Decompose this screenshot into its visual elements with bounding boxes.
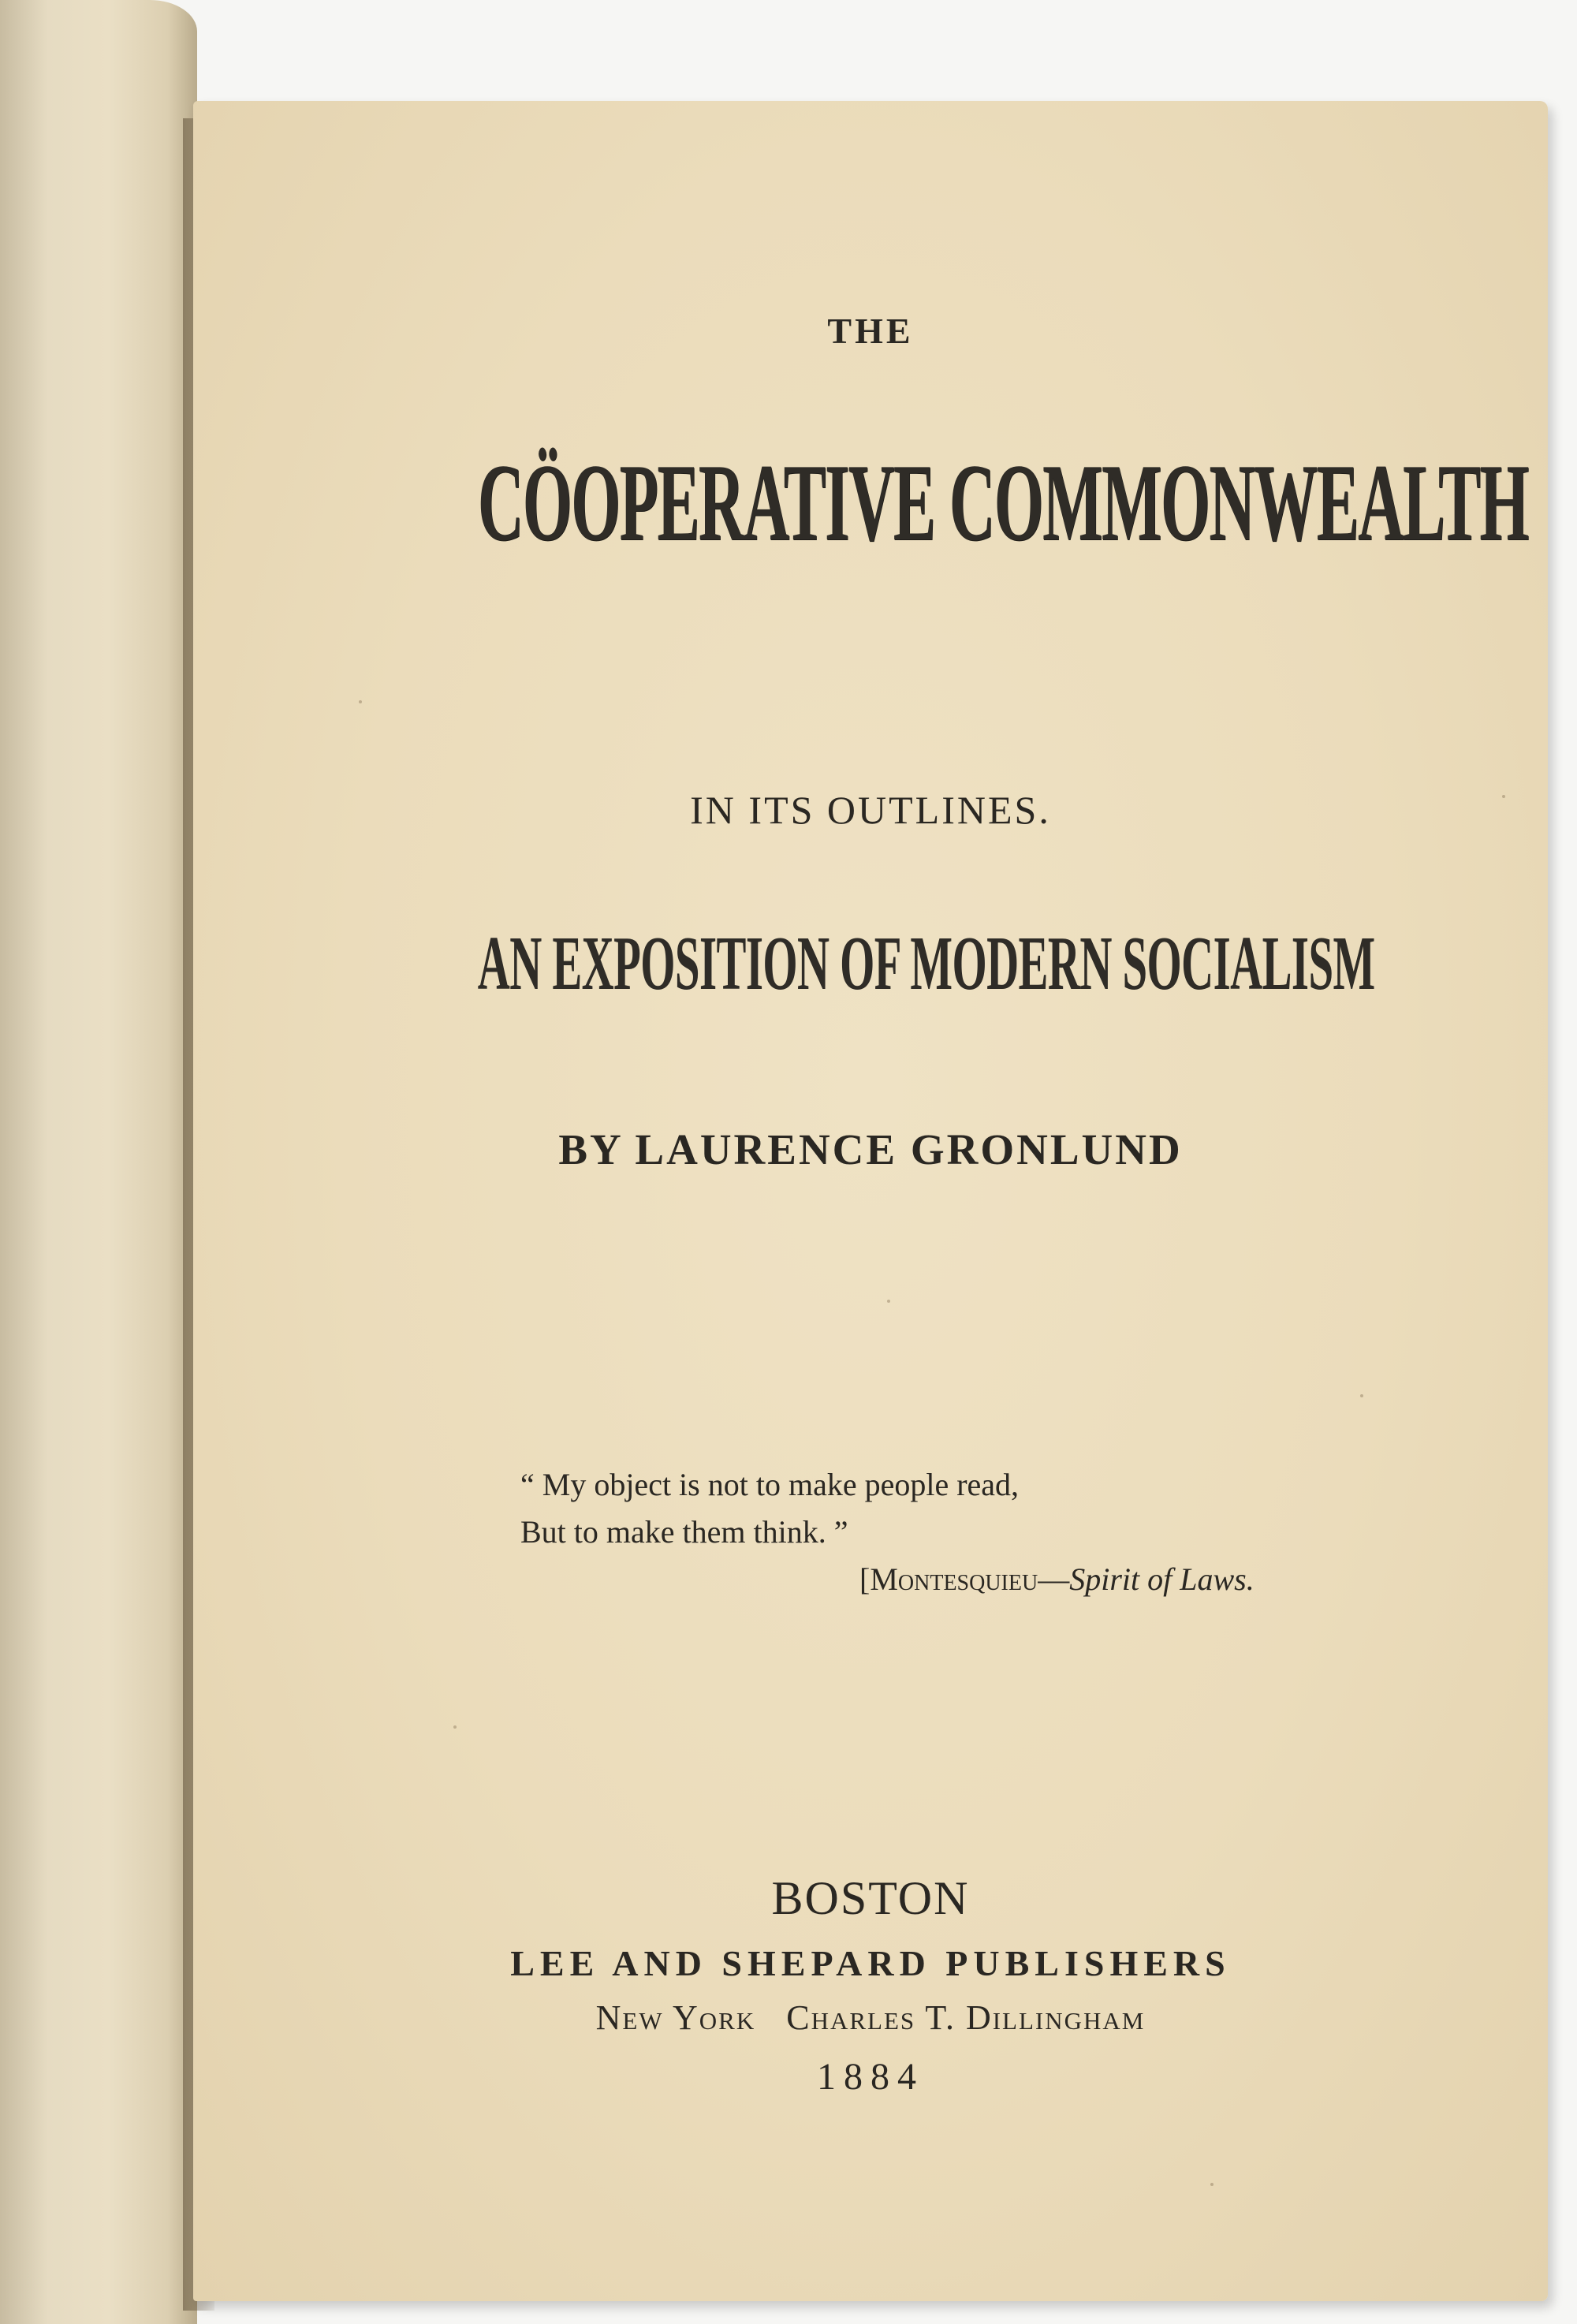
epigraph-line-2: But to make them think. ” [520,1514,848,1550]
paper-speck [887,1300,890,1303]
epigraph-attribution [520,1556,1506,1603]
imprint-city: BOSTON [771,1872,970,1924]
left-page-edge [0,0,197,2324]
imprint-new-york: New York [595,1998,756,2037]
epigraph-line-1: “ My object is not to make people read, [520,1467,1020,1502]
author-line: BY LAURENCE GRONLUND [558,1125,1183,1173]
imprint-publisher: LEE AND SHEPARD PUBLISHERS [510,1943,1231,1983]
left-page-shadow [0,0,47,2324]
imprint-distributor-line [193,1998,1548,2038]
main-title: CÖOPERATIVE COMMONWEALTH [477,442,1528,564]
subtitle: AN EXPOSITION OF MODERN SOCIALISM [477,921,1375,1006]
imprint-distributor: Charles T. Dillingham [786,1998,1146,2037]
title-page [193,101,1548,2301]
attribution-author: Montesquieu [870,1561,1038,1597]
title-qualifier: IN ITS OUTLINES. [690,788,1051,832]
paper-speck [1210,2183,1214,2186]
imprint-year: 1884 [817,2056,924,2098]
title-article: THE [827,311,914,351]
attribution-dash: — [1038,1561,1070,1597]
attribution-work: Spirit of Laws. [1069,1561,1255,1597]
paper-speck [453,1725,457,1729]
paper-speck [1360,1394,1363,1397]
epigraph [520,1461,1506,1603]
attribution-bracket: [ [859,1561,871,1597]
paper-speck [359,700,362,703]
